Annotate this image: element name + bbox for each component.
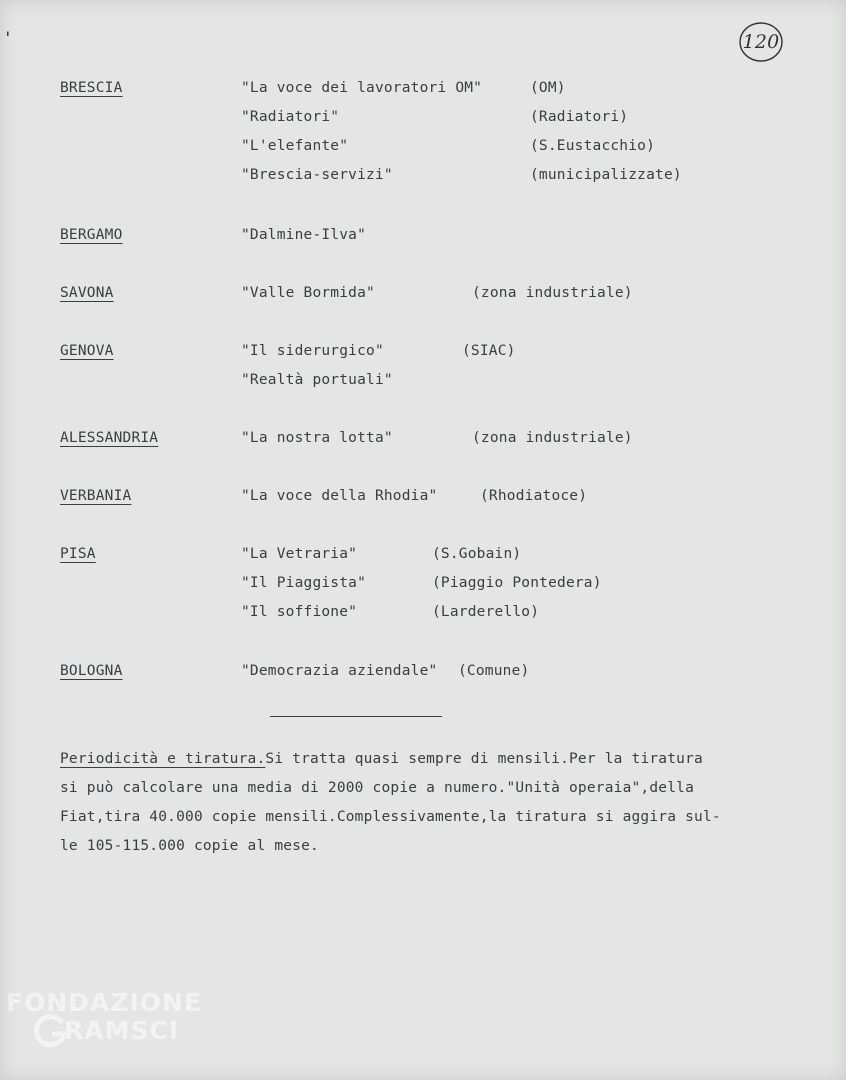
note-piaggio-pontedera: (Piaggio Pontedera) <box>432 575 602 591</box>
title-la-voce-dei-lavoratori-om: "La voce dei lavoratori OM" <box>241 80 483 96</box>
city-genova: GENOVA <box>60 343 114 359</box>
watermark-g-icon <box>34 1014 68 1048</box>
title-il-piaggista: "Il Piaggista" <box>241 575 367 591</box>
note-s-eustacchio: (S.Eustacchio) <box>530 138 656 154</box>
note-zona-industriale-savona: (zona industriale) <box>472 285 633 301</box>
note-siac: (SIAC) <box>462 343 516 359</box>
city-bergamo: BERGAMO <box>60 227 123 243</box>
note-comune: (Comune) <box>458 663 530 679</box>
title-realta-portuali: "Realtà portuali" <box>241 372 393 388</box>
title-il-siderurgico: "Il siderurgico" <box>241 343 384 359</box>
fondazione-gramsci-watermark <box>6 988 216 1078</box>
note-zona-industriale-alessandria: (zona industriale) <box>472 430 633 446</box>
paragraph-line-3: Fiat,tira 40.000 copie mensili.Complessivamente,la tiratura si aggira sul- <box>60 809 721 825</box>
paragraph-line-1 <box>60 750 703 768</box>
title-valle-bormida: "Valle Bormida" <box>241 285 375 301</box>
city-savona: SAVONA <box>60 285 114 301</box>
note-om: (OM) <box>530 80 566 96</box>
note-municipalizzate: (municipalizzate) <box>530 167 682 183</box>
note-radiatori: (Radiatori) <box>530 109 629 125</box>
watermark-line-2: RAMSCI <box>64 1016 180 1045</box>
note-rhodiatoce: (Rhodiatoce) <box>480 488 588 504</box>
paragraph-line-2: si può calcolare una media di 2000 copie a numero."Unità operaia",della <box>60 780 695 796</box>
paragraph-heading: Periodicità e tiratura. <box>60 751 266 767</box>
note-s-gobain: (S.Gobain) <box>432 546 522 562</box>
paragraph-line-4: le 105-115.000 copie al mese. <box>60 838 319 854</box>
page-number-text: 120 <box>742 31 780 53</box>
city-brescia: BRESCIA <box>60 80 123 96</box>
page-number <box>738 20 784 64</box>
city-verbania: VERBANIA <box>60 488 132 504</box>
title-brescia-servizi: "Brescia-servizi" <box>241 167 393 183</box>
title-la-vetraria: "La Vetraria" <box>241 546 358 562</box>
section-divider <box>270 716 442 717</box>
title-l-elefante: "L'elefante" <box>241 138 349 154</box>
title-il-soffione: "Il soffione" <box>241 604 358 620</box>
watermark-line-1: FONDAZIONE <box>6 988 203 1017</box>
title-dalmine-ilva: "Dalmine-Ilva" <box>241 227 367 243</box>
title-democrazia-aziendale: "Democrazia aziendale" <box>241 663 438 679</box>
note-larderello: (Larderello) <box>432 604 540 620</box>
title-la-nostra-lotta: "La nostra lotta" <box>241 430 393 446</box>
title-radiatori: "Radiatori" <box>241 109 340 125</box>
corner-mark: ' <box>3 28 13 47</box>
city-bologna: BOLOGNA <box>60 663 123 679</box>
page-number-circle <box>738 20 784 64</box>
city-alessandria: ALESSANDRIA <box>60 430 159 446</box>
title-la-voce-della-rhodia: "La voce della Rhodia" <box>241 488 438 504</box>
paragraph-line-1-text: Si tratta quasi sempre di mensili.Per la tiratura <box>265 751 703 767</box>
city-pisa: PISA <box>60 546 96 562</box>
